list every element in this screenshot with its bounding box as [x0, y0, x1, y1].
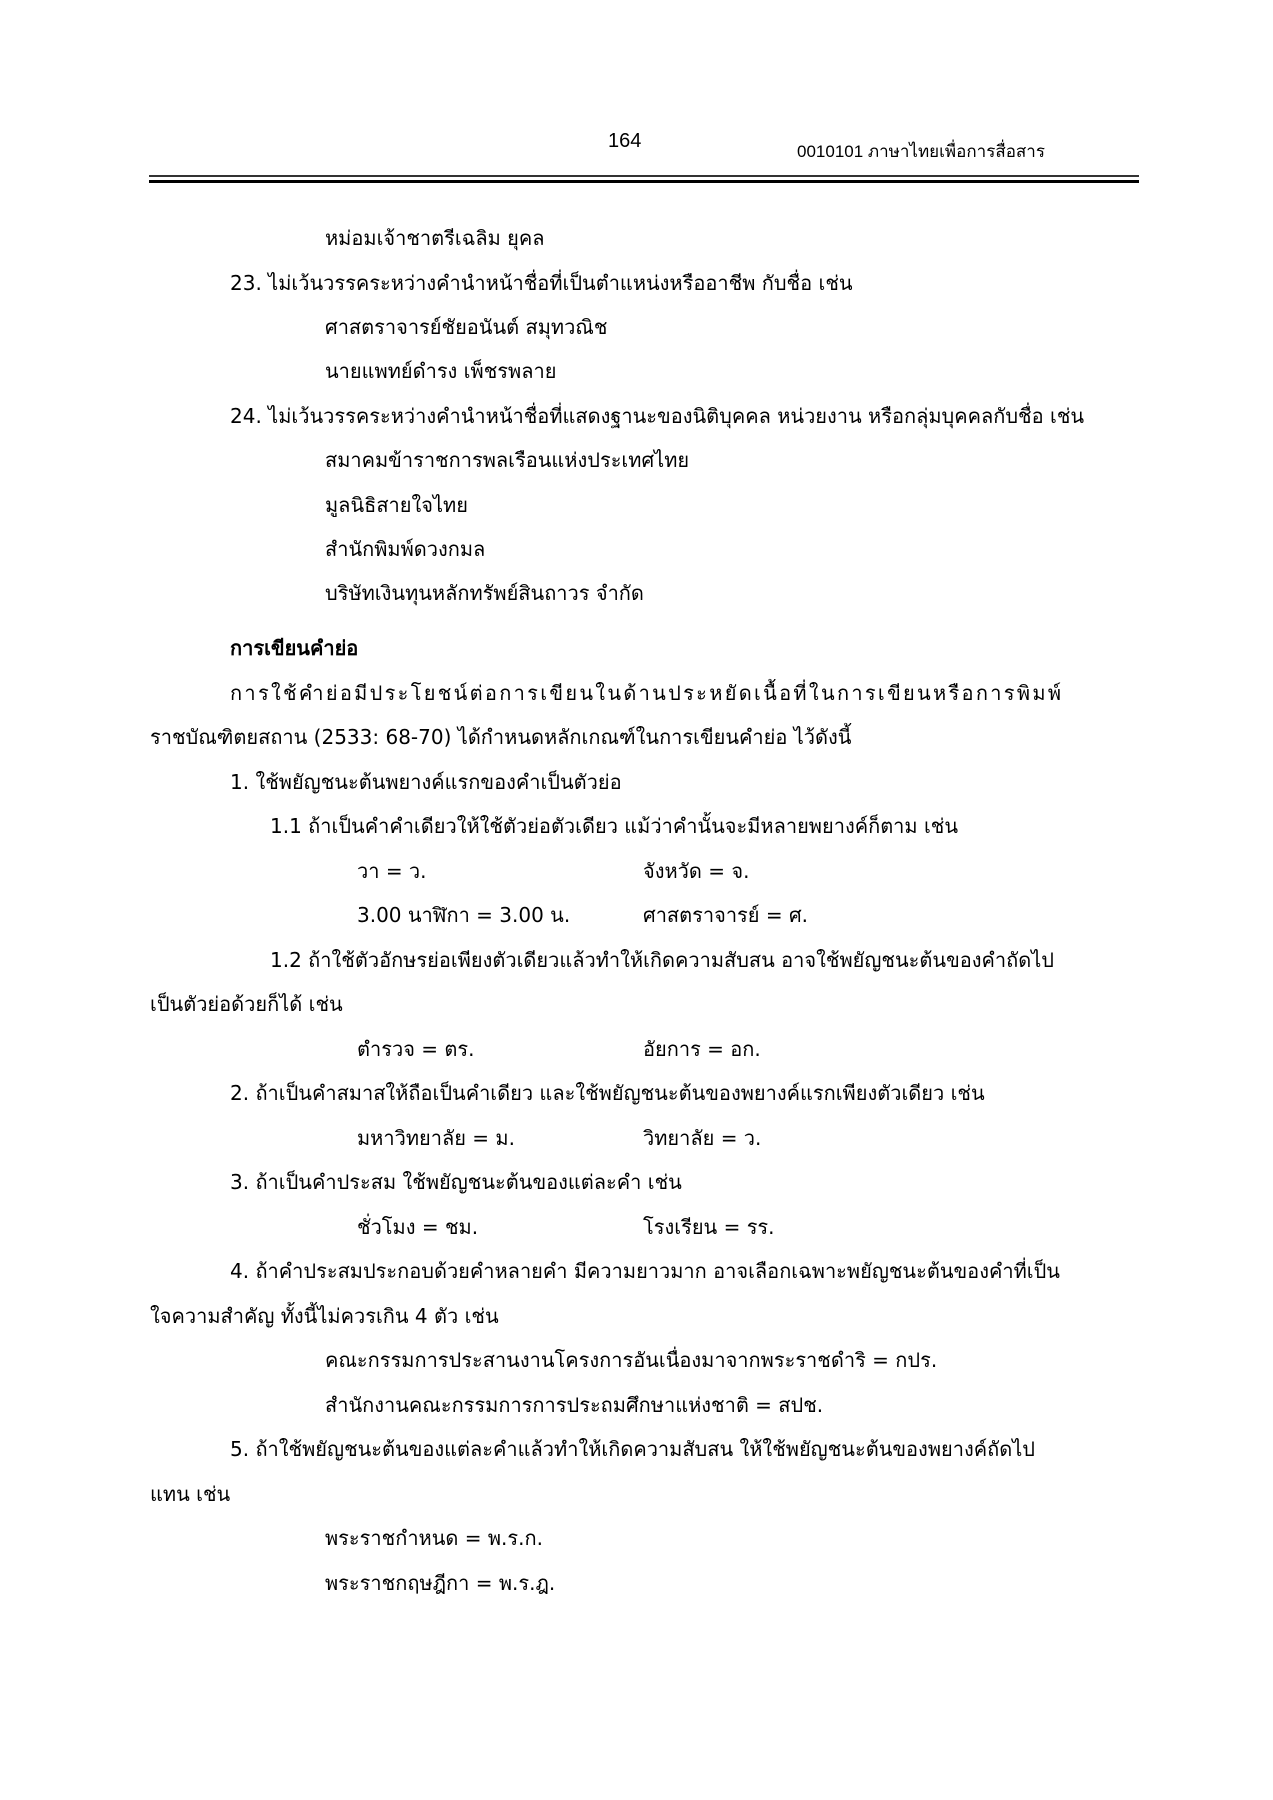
text-line: สำนักพิมพ์ดวงกมล	[325, 537, 486, 561]
text-line: 3.00 นาฬิกา = 3.00 น.	[357, 903, 571, 927]
page-number: 164	[608, 130, 642, 152]
text-line: 1.2 ถ้าใช้ตัวอักษรย่อเพียงตัวเดียวแล้วทำให้เกิดความสับสน อาจใช้พยัญชนะต้นของคำถัดไป	[270, 948, 1054, 972]
text-line: การใช้คำย่อมีประโยชน์ต่อการเขียนในด้านประหยัดเนื้อที่ในการเขียนหรือการพิมพ์	[230, 681, 1064, 705]
text-line: คณะกรรมการประสานงานโครงการอันเนื่องมาจากพระราชดำริ = กปร.	[325, 1348, 938, 1372]
text-line: วิทยาลัย = ว.	[643, 1126, 762, 1150]
text-line: อัยการ = อก.	[643, 1037, 761, 1061]
text-line: 2. ถ้าเป็นคำสมาสให้ถือเป็นคำเดียว และใช้พยัญชนะต้นของพยางค์แรกเพียงตัวเดียว เช่น	[230, 1081, 985, 1105]
text-line: นายแพทย์ดำรง เพ็ชรพลาย	[325, 359, 557, 383]
text-line: แทน เช่น	[150, 1482, 231, 1506]
header-rule-thin	[149, 175, 1139, 177]
text-line: ศาสตราจารย์ชัยอนันต์ สมุทวณิช	[325, 315, 608, 339]
text-line: มหาวิทยาลัย = ม.	[357, 1126, 515, 1150]
header-rule-thick	[149, 180, 1139, 183]
text-line: ศาสตราจารย์ = ศ.	[643, 903, 809, 927]
text-line: หม่อมเจ้าชาตรีเฉลิม ยุคล	[325, 226, 545, 250]
text-line: 23. ไม่เว้นวรรคระหว่างคำนำหน้าชื่อที่เป็นตำแหน่งหรืออาชีพ กับชื่อ เช่น	[230, 271, 853, 295]
text-line: 4. ถ้าคำประสมประกอบด้วยคำหลายคำ มีความยาวมาก อาจเลือกเฉพาะพยัญชนะต้นของคำที่เป็น	[230, 1259, 1060, 1283]
text-line: เป็นตัวย่อด้วยก็ได้ เช่น	[150, 992, 343, 1016]
text-line: พระราชกฤษฎีกา = พ.ร.ฎ.	[325, 1571, 556, 1595]
section-heading: การเขียนคำย่อ	[230, 636, 359, 660]
text-line: พระราชกำหนด = พ.ร.ก.	[325, 1526, 543, 1550]
text-line: โรงเรียน = รร.	[643, 1215, 775, 1239]
text-line: สมาคมข้าราชการพลเรือนแห่งประเทศไทย	[325, 448, 690, 472]
text-line: 24. ไม่เว้นวรรคระหว่างคำนำหน้าชื่อที่แสดงฐานะของนิติบุคคล หน่วยงาน หรือกลุ่มบุคคลกับชื่อ เช่น	[230, 404, 1085, 428]
text-line: ตำรวจ = ตร.	[357, 1037, 475, 1061]
text-line: 3. ถ้าเป็นคำประสม ใช้พยัญชนะต้นของแต่ละคำ เช่น	[230, 1170, 682, 1194]
text-line: ใจความสำคัญ ทั้งนี้ไม่ควรเกิน 4 ตัว เช่น	[150, 1304, 499, 1328]
text-line: วา = ว.	[357, 859, 427, 883]
text-line: 5. ถ้าใช้พยัญชนะต้นของแต่ละคำแล้วทำให้เกิดความสับสน ให้ใช้พยัญชนะต้นของพยางค์ถัดไป	[230, 1437, 1035, 1461]
text-line: 1.1 ถ้าเป็นคำคำเดียวให้ใช้ตัวย่อตัวเดียว แม้ว่าคำนั้นจะมีหลายพยางค์ก็ตาม เช่น	[270, 814, 959, 838]
text-line: บริษัทเงินทุนหลักทรัพย์สินถาวร จำกัด	[325, 581, 644, 605]
text-line: 1. ใช้พยัญชนะต้นพยางค์แรกของคำเป็นตัวย่อ	[230, 770, 622, 794]
text-line: จังหวัด = จ.	[643, 859, 750, 883]
text-line: ราชบัณฑิตยสถาน (2533: 68-70) ได้กำหนดหลักเกณฑ์ในการเขียนคำย่อ ไว้ดังนี้	[150, 725, 852, 749]
text-line: มูลนิธิสายใจไทย	[325, 493, 468, 517]
text-line: สำนักงานคณะกรรมการการประถมศึกษาแห่งชาติ = สปช.	[325, 1393, 824, 1417]
text-line: ชั่วโมง = ชม.	[357, 1215, 479, 1239]
course-title: 0010101 ภาษาไทยเพื่อการสื่อสาร	[797, 142, 1045, 161]
